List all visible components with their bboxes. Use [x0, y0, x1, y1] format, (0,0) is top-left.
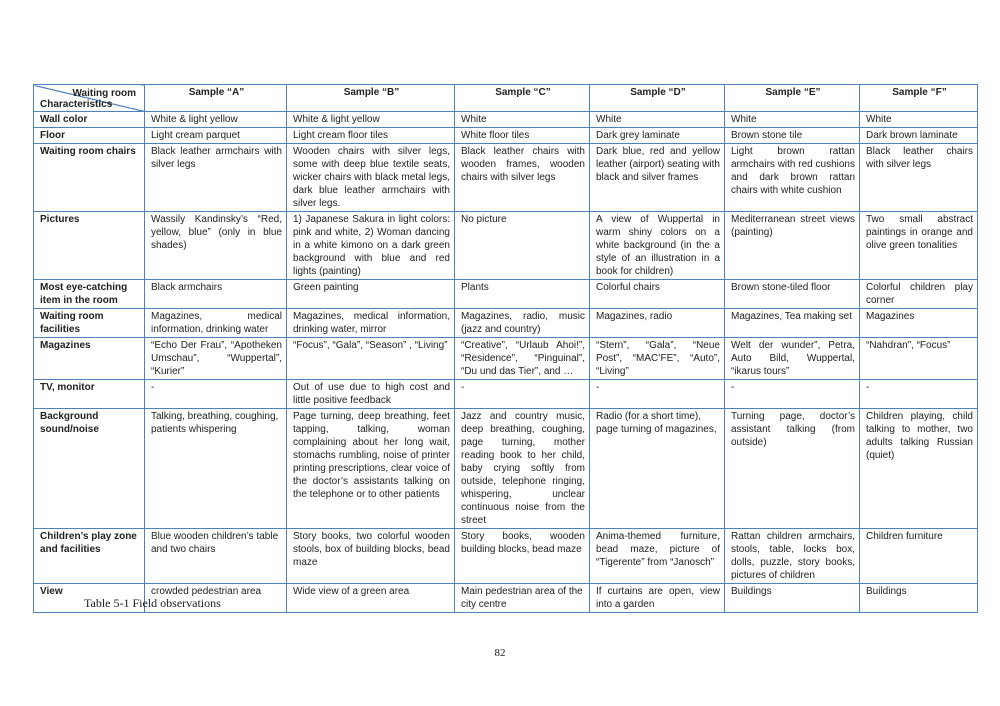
- table-cell: -: [860, 380, 978, 409]
- table-row-pictures: [34, 212, 978, 280]
- table-cell: Story books, two colorful wooden stools, box of building blocks, bead maze: [287, 529, 455, 584]
- table-cell: “Focus”, “Gala”, “Season” , “Living”: [287, 338, 455, 380]
- table-cell: White: [590, 112, 725, 128]
- table-cell: Blue wooden children’s table and two chairs: [145, 529, 287, 584]
- corner-label-bottom: Characteristics: [40, 99, 113, 110]
- table-cell: Brown stone tile: [725, 128, 860, 144]
- column-header-sample-e: Sample “E”: [725, 85, 860, 112]
- table-cell: No picture: [455, 212, 590, 280]
- table-row-eye-catching-item: [34, 280, 978, 309]
- table-cell: Wassily Kandinsky’s “Red, yellow, blue” (only in blue shades): [145, 212, 287, 280]
- table-cell: White: [455, 112, 590, 128]
- column-header-sample-c: Sample “C”: [455, 85, 590, 112]
- table-cell: Jazz and country music, deep breathing, coughing, page turning, mother reading book to her child, baby crying softly from outside, telephone ringing, whispering, unclear continuous noise from the street: [455, 409, 590, 529]
- table-cell: -: [145, 380, 287, 409]
- table-cell: -: [725, 380, 860, 409]
- corner-label-top: Waiting room: [72, 88, 136, 99]
- table-cell: Black leather armchairs with silver legs: [145, 144, 287, 212]
- table-cell: Light cream floor tiles: [287, 128, 455, 144]
- table-cell: White & light yellow: [287, 112, 455, 128]
- table-cell: Brown stone-tiled floor: [725, 280, 860, 309]
- table-cell: Wide view of a green area: [287, 584, 455, 613]
- table-row-childrens-play-zone: [34, 529, 978, 584]
- table-cell: Dark grey laminate: [590, 128, 725, 144]
- table-row-magazines: [34, 338, 978, 380]
- row-label: Wall color: [34, 112, 145, 128]
- table-caption: Table 5-1 Field observations: [84, 596, 221, 610]
- column-header-sample-a: Sample “A”: [145, 85, 287, 112]
- table-cell: Green painting: [287, 280, 455, 309]
- table-cell: Talking, breathing, coughing, patients whispering: [145, 409, 287, 529]
- table-cell: Radio (for a short time), page turning of magazines,: [590, 409, 725, 529]
- table-cell: If curtains are open, view into a garden: [590, 584, 725, 613]
- table-cell: Black leather chairs with wooden frames, wooden chairs with silver legs: [455, 144, 590, 212]
- column-header-sample-d: Sample “D”: [590, 85, 725, 112]
- table-cell: Page turning, deep breathing, feet tapping, talking, woman complaining about her long wait, stomachs rumbling, noise of printer printing prescriptions, clear voice of the doctor’s assistants talking on the telephone or to other patients: [287, 409, 455, 529]
- table-cell: 1) Japanese Sakura in light colors: pink and white, 2) Woman dancing in a white kimono on a dark green background with blue and red lights (painting): [287, 212, 455, 280]
- table-cell: Anima-themed furniture, bead maze, picture of “Tigerente” from “Janosch”: [590, 529, 725, 584]
- table-cell: Magazines, medical information, drinking water: [145, 309, 287, 338]
- row-label: Most eye-catching item in the room: [34, 280, 145, 309]
- table-cell: Black leather chairs with silver legs: [860, 144, 978, 212]
- row-label: Pictures: [34, 212, 145, 280]
- row-label: Waiting room chairs: [34, 144, 145, 212]
- table-cell: White floor tiles: [455, 128, 590, 144]
- row-label: View: [34, 584, 145, 613]
- table-cell: -: [455, 380, 590, 409]
- row-label: Background sound/noise: [34, 409, 145, 529]
- table-cell: Children furniture: [860, 529, 978, 584]
- table-row-wall-color: [34, 112, 978, 128]
- corner-header-cell: [34, 85, 145, 112]
- table-cell: Welt der wunder”, Petra, Auto Bild, Wuppertal, “ikarus tours”: [725, 338, 860, 380]
- table-cell: Dark blue, red and yellow leather (airport) seating with black and silver frames: [590, 144, 725, 212]
- table-cell: Black armchairs: [145, 280, 287, 309]
- table-row-tv-monitor: [34, 380, 978, 409]
- row-label: TV, monitor: [34, 380, 145, 409]
- table-row-floor: [34, 128, 978, 144]
- column-header-sample-f: Sample “F”: [860, 85, 978, 112]
- table-cell: crowded pedestrian area: [145, 584, 287, 613]
- table-cell: White: [860, 112, 978, 128]
- table-cell: Magazines: [860, 309, 978, 338]
- row-label: Children’s play zone and facilities: [34, 529, 145, 584]
- table-cell: “Stern”, “Gala”, “Neue Post”, “MAC’FE”, “Auto”, “Living”: [590, 338, 725, 380]
- table-row-waiting-room-chairs: [34, 144, 978, 212]
- table-cell: Wooden chairs with silver legs, some with deep blue textile seats, wicker chairs with black metal legs, dark blue leather armchairs with silver legs.: [287, 144, 455, 212]
- table-cell: White & light yellow: [145, 112, 287, 128]
- table-cell: “Nahdran”, “Focus”: [860, 338, 978, 380]
- field-observations-table: [33, 84, 978, 613]
- table-cell: Light cream parquet: [145, 128, 287, 144]
- table-cell: Children playing, child talking to mother, two adults talking Russian (quiet): [860, 409, 978, 529]
- table-cell: Two small abstract paintings in orange and olive green tonalities: [860, 212, 978, 280]
- table-cell: Mediterranean street views (painting): [725, 212, 860, 280]
- table-cell: Colorful chairs: [590, 280, 725, 309]
- table-cell: Magazines, medical information, drinking water, mirror: [287, 309, 455, 338]
- table-cell: “Creative”, “Urlaub Ahoi!”, “Residence”, “Pinguinal”, “Du und das Tier”, and …: [455, 338, 590, 380]
- table-cell: Turning page, doctor’s assistant talking (from outside): [725, 409, 860, 529]
- table-cell: Magazines, radio, music (jazz and country): [455, 309, 590, 338]
- page-number: 82: [494, 647, 506, 659]
- table-cell: Plants: [455, 280, 590, 309]
- table-cell: Magazines, Tea making set: [725, 309, 860, 338]
- table-cell: Colorful children play corner: [860, 280, 978, 309]
- table-cell: A view of Wuppertal in warm shiny colors on a white background (in the a style of an illustration in a book for children): [590, 212, 725, 280]
- row-label: Magazines: [34, 338, 145, 380]
- row-label: Floor: [34, 128, 145, 144]
- table-row-waiting-room-facilities: [34, 309, 978, 338]
- table-cell: Magazines, radio: [590, 309, 725, 338]
- table-cell: “Echo Der Frau”, “Apotheken Umschau”, “Wuppertal”, “Kurier”: [145, 338, 287, 380]
- table-cell: Light brown rattan armchairs with red cushions and dark brown rattan chairs with white cushion: [725, 144, 860, 212]
- table-cell: Rattan children armchairs, stools, table, locks box, dolls, puzzle, story books, pictures of children: [725, 529, 860, 584]
- table-cell: Main pedestrian area of the city centre: [455, 584, 590, 613]
- table-cell: Out of use due to high cost and little positive feedback: [287, 380, 455, 409]
- table-cell: White: [725, 112, 860, 128]
- table-cell: Buildings: [860, 584, 978, 613]
- table-cell: Buildings: [725, 584, 860, 613]
- table-header-row: [34, 85, 978, 112]
- table-cell: -: [590, 380, 725, 409]
- row-label: Waiting room facilities: [34, 309, 145, 338]
- table-cell: Story books, wooden building blocks, bead maze: [455, 529, 590, 584]
- table-cell: Dark brown laminate: [860, 128, 978, 144]
- column-header-sample-b: Sample “B”: [287, 85, 455, 112]
- table-row-background-sound: [34, 409, 978, 529]
